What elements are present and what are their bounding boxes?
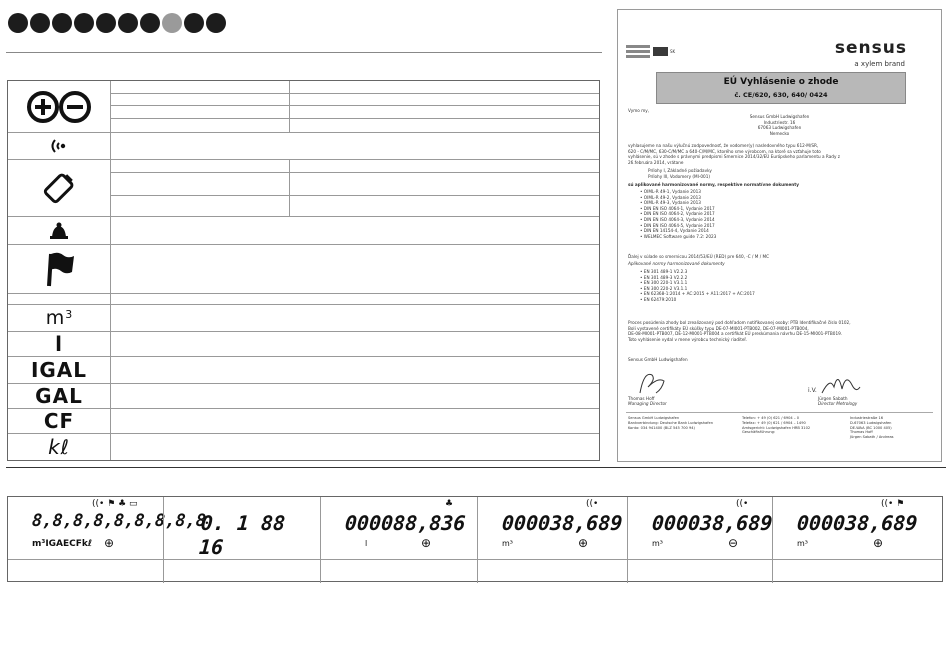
cert-line: 26.februára 2014, vrátane <box>628 159 684 165</box>
lcd-display-table <box>7 496 943 582</box>
flag-icon <box>8 245 111 293</box>
table-row <box>8 132 599 159</box>
cert-line: Geschäftsführung: <box>742 430 776 435</box>
cert-line: • DIN EN ISO 4064-5, Vydanie 2017 <box>640 222 715 228</box>
cert-footer-col <box>850 416 894 440</box>
flag-code: SK <box>670 49 676 54</box>
cert-procedure <box>628 320 851 342</box>
cert-line: DE-08-MI001-PTB007, DE-12-MI001-PTB004 a certifikát EÚ preskúmania návrhu DE-15-MI001-PTB019. <box>628 331 843 337</box>
cert-line: Industriestraße 16 <box>850 416 884 420</box>
table-row <box>8 304 599 331</box>
progress-dot <box>140 13 160 33</box>
signer2-prefix: i.V. <box>808 387 817 394</box>
battery-icon <box>8 160 111 216</box>
cert-line: Telefon: + 49 (0) 621 / 6904 – 0 <box>742 416 800 420</box>
lcd-panel <box>477 497 627 583</box>
section-rule <box>6 467 946 468</box>
cert-address <box>618 114 941 136</box>
cert-line: vyhlasujeme na našu výlučnú zodpovednosť, že vodomer(y) nasledovného typu 612-M/SR, <box>628 143 819 148</box>
red-norms-list <box>640 269 755 303</box>
lcd-caption-cell <box>478 559 627 582</box>
lcd-sign-icon: ⊕ <box>104 536 115 550</box>
progress-dot <box>52 13 72 33</box>
unit-cf: CF <box>8 409 111 433</box>
cert-line: Prílohy III, Vodomery (MI-001) <box>648 173 711 179</box>
table-row <box>8 293 599 304</box>
progress-dot <box>96 13 116 33</box>
cert-line: Sensus GmbH Ludwigshafen <box>749 114 810 119</box>
symbols-table <box>7 80 600 461</box>
cert-line: • EN 62479:2010 <box>640 296 677 302</box>
cert-title-band <box>656 72 906 104</box>
cert-line: • EN 301 489-3 V2.2.2 <box>640 274 688 280</box>
unit-m3: m $^3$ <box>8 305 111 331</box>
progress-dot <box>206 13 226 33</box>
lcd-unit: m³ <box>797 539 808 548</box>
cert-line: Toto vyhlásenie vydal v mene výrobcu technický riaditeľ. <box>628 336 748 342</box>
lcd-digits: 000038,689 <box>651 511 774 535</box>
signer1-role: Managing Director <box>628 401 667 406</box>
cert-line: Industriestr. 16 <box>763 119 796 125</box>
progress-dot <box>30 13 50 33</box>
cert-line: Amtsgericht: Ludwigshafen HRB 3102 <box>742 425 811 430</box>
cert-line: • EN 300 220-1 V3.1.1 <box>640 280 688 286</box>
signer2-name: Jürgen Sabath <box>818 396 848 401</box>
signature-2 <box>818 367 862 399</box>
lcd-caption-cell <box>164 559 320 582</box>
lcd-panel <box>320 497 477 583</box>
cert-line: • OIML-R 49-1, Vydanie 2013 <box>640 189 701 194</box>
cert-line: • DIN EN ISO 4064-1, Vydanie 2017 <box>640 205 715 211</box>
cert-line: • OIML-R 49-3, Vydanie 2013 <box>640 200 701 206</box>
brand-sub: a xylem brand <box>854 60 905 68</box>
lcd-sign-icon: ⊕ <box>578 536 589 550</box>
lcd-caption-cell <box>628 559 772 582</box>
cert-line: Thomas Hoff <box>850 430 873 435</box>
stripes-decoration <box>626 45 650 60</box>
lcd-panel <box>8 497 207 583</box>
table-row <box>8 408 599 433</box>
red-heading: Aplikované normy harmonizované dokumenty <box>628 261 725 266</box>
lcd-sign-icon: ⊕ <box>421 536 432 550</box>
progress-dot <box>184 13 204 33</box>
table-row <box>8 244 599 293</box>
unit-igal: IGAL <box>8 357 111 383</box>
signer2-role: Director Metrology <box>818 401 858 406</box>
cert-annexes <box>648 168 712 179</box>
cert-line: • OIML-R 49-2, Vydanie 2013 <box>640 194 701 200</box>
cert-line: Bankverbindung: Deutsche Bank Ludwigshafen <box>628 420 714 425</box>
empty-cell <box>8 294 111 304</box>
eu-declaration-certificate[interactable] <box>617 9 942 462</box>
lcd-status-icons: ♣ <box>445 499 454 509</box>
unit-liter: l <box>8 332 111 356</box>
lcd-digits: 000038,689 <box>796 511 919 535</box>
cert-line: 620 - C/M/MC, 630-C/M/MC a 640-C/M/MC, ktorého sme výrobcom, na ktoré sa vzťahuje toto <box>628 148 821 154</box>
cert-line: • DIN EN ISO 4064-2, Vydanie 2017 <box>640 211 715 217</box>
cert-line: Telefax: + 49 (0) 621 / 6904 – 1490 <box>742 420 806 425</box>
lcd-caption-cell <box>8 559 163 582</box>
cert-declaration <box>628 143 840 165</box>
flag-sk-icon <box>653 47 668 56</box>
progress-dots <box>8 13 226 33</box>
sensus-logo: sensus <box>834 38 907 58</box>
cert-line: D-67063 Ludwigshafen <box>850 420 892 425</box>
cert-line: vyhlásenie, sú v zhode s právnymi predpismi Smernice 2014/32/EÚ Európskeho parlamentu a Rady z <box>628 154 840 160</box>
lcd-status-icons: ((• ⚑ ♣ ▭ <box>92 499 138 509</box>
lcd-unit: m³ <box>502 539 513 548</box>
cert-line: Sensus GmbH Ludwigshafen <box>628 416 680 420</box>
alarm-bell-icon <box>8 217 111 244</box>
unit-kl: kℓ <box>8 434 111 460</box>
lcd-sign-icon: ⊖ <box>728 536 739 550</box>
table-row <box>8 383 599 408</box>
lcd-caption-cell <box>321 559 477 582</box>
signature-1 <box>634 367 674 397</box>
lcd-unit: m³ <box>652 539 663 548</box>
cert-line: Proces posúdenia zhody bol zrealizovaný pod dohľadom notifikovanej osoby: PTB Identifikačné číslo 0102, <box>628 320 851 325</box>
lcd-sign-icon: ⊕ <box>873 536 884 550</box>
progress-dot <box>162 13 182 33</box>
cert-line: Konto: 034 941400 (BLZ 545 700 94) <box>628 425 695 430</box>
cert-line: Prílohy I, Základné požiadavky <box>648 168 712 173</box>
cert-line: • DIN EN ISO 4064-3, Vydanie 2014 <box>640 216 715 222</box>
lcd-unit: l <box>365 539 368 548</box>
red-line: Ďalej v súlade so smernicou 2014/53/EÚ (RED) pre 640, -C / M / MC <box>628 254 769 259</box>
table-row <box>8 356 599 383</box>
cert-line: • EN 301 489-1 V2.2.3 <box>640 269 688 274</box>
lcd-digits: 8,8,8,8,8,8,8,8,8 <box>31 511 207 531</box>
signatory-company: Sensus GmbH Ludwigshafen <box>628 357 688 362</box>
lcd-digits: 000038,689 <box>501 511 624 535</box>
cert-footer-col <box>742 416 810 435</box>
lcd-digits: 000088,836 <box>344 511 467 535</box>
cert-line: 67063 Ludwigshafen <box>757 125 802 131</box>
cert-line: • WELMEC Software guide 7.2: 2023 <box>640 233 717 239</box>
progress-dot <box>118 13 138 33</box>
lcd-status-icons: ((• ⚑ <box>881 499 905 509</box>
cert-line: DE-WAA (BC 1000 405) <box>850 425 892 430</box>
unit-gal: GAL <box>8 384 111 408</box>
lcd-status-icons: ((• <box>586 499 599 509</box>
cert-line: Boli vystavené certifikáty EÚ skúšky typu DE-07-MI001-PTB002, DE-07-MI001-PTB004, <box>628 325 809 331</box>
lcd-caption-cell <box>773 559 942 582</box>
norms-heading: sú aplikované harmonizované normy, respektíve normatívne dokumenty <box>628 182 800 187</box>
radio-transmission-icon <box>8 133 111 159</box>
table-row <box>8 159 599 216</box>
cert-line: • EN 300 220-2 V3.1.1 <box>640 285 688 291</box>
cert-footer-col <box>628 416 713 430</box>
progress-dot <box>8 13 28 33</box>
lcd-panel <box>772 497 942 583</box>
table-row <box>8 81 599 132</box>
cert-title: EÚ Vyhlásenie o zhode <box>723 77 839 87</box>
lcd-panel <box>163 497 320 583</box>
table-row <box>8 331 599 356</box>
cert-intro: Vymo my, <box>628 108 650 113</box>
cert-number: č. CE/620, 630, 640/ 0424 <box>734 91 828 99</box>
table-row <box>8 433 599 460</box>
norms-list <box>640 189 716 239</box>
lcd-unit: m³IGAECFkℓ <box>32 539 93 549</box>
lcd-panel <box>627 497 772 583</box>
plus-minus-icon <box>8 81 111 132</box>
lcd-digits: 0. 1 88 16 <box>198 511 286 559</box>
header-rule <box>6 52 602 53</box>
cert-line: Jürgen Sabath / Andreas <box>850 435 894 440</box>
cert-line: • EN 62368-1:2014 + AC:2015 + A11:2017 + AC:2017 <box>640 291 755 297</box>
cert-line: • DIN EN 14154-4, Vydanie 2014 <box>640 228 709 234</box>
cert-footer-rule <box>626 412 933 413</box>
signer1-name: Thomas Hoff <box>628 396 655 401</box>
table-row <box>8 216 599 244</box>
progress-dot <box>74 13 94 33</box>
lcd-status-icons: ((• <box>736 499 749 509</box>
cert-line: Nemecko <box>769 130 790 136</box>
